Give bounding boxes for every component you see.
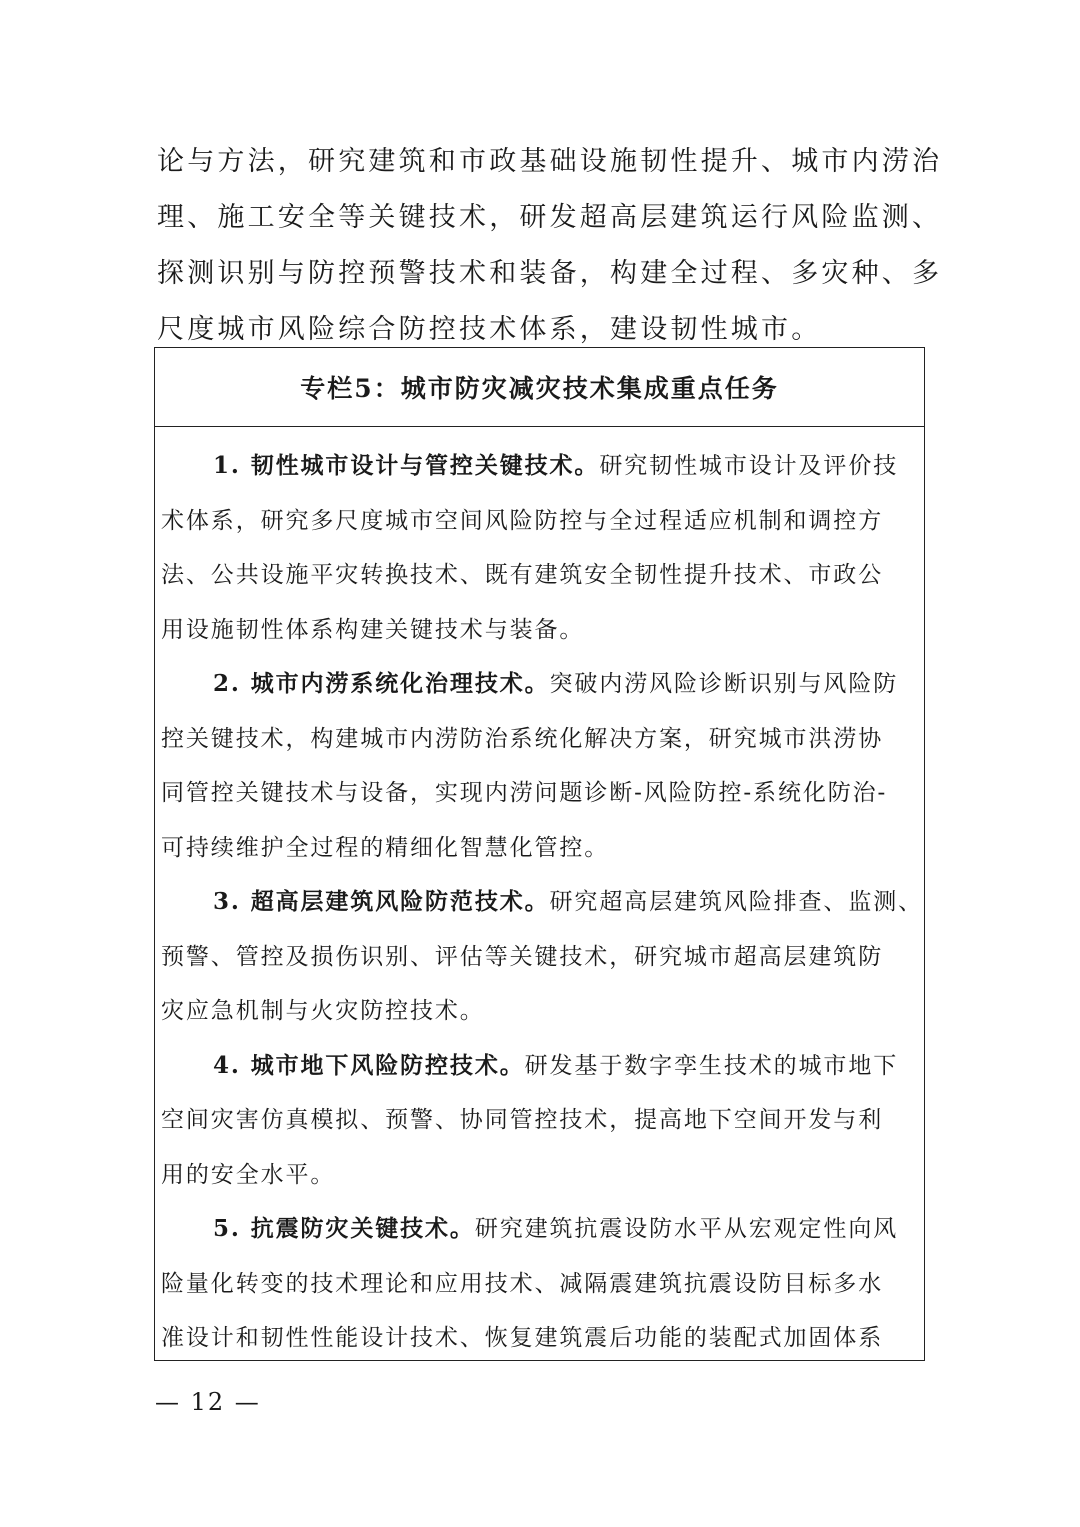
task-heading: 2. 城市内涝系统化治理技术。 — [213, 670, 550, 697]
task-heading: 5. 抗震防灾关键技术。 — [213, 1215, 475, 1242]
task-line: 用设施韧性体系构建关键技术与装备。 — [161, 616, 585, 643]
task-text: 研究韧性城市设计及评价技 — [599, 453, 899, 479]
column-body — [155, 427, 924, 1366]
task-first-line — [161, 439, 918, 494]
task-first-line — [161, 1202, 918, 1257]
task-line: 可持续维护全过程的精细化智慧化管控。 — [161, 834, 610, 861]
task-item — [161, 1039, 918, 1203]
task-line: 用的安全水平。 — [161, 1161, 336, 1188]
task-text: 研究建筑抗震设防水平从宏观定性向风 — [474, 1216, 899, 1242]
column-box — [154, 347, 925, 1361]
task-line: 术体系，研究多尺度城市空间风险防控与全过程适应机制和调控方 — [161, 507, 884, 534]
task-first-line — [161, 657, 918, 712]
task-line: 同管控关键技术与设备，实现内涝问题诊断-风险防控-系统化防治- — [161, 780, 888, 806]
task-first-line — [161, 875, 924, 930]
task-text: 研发基于数字孪生技术的城市地下 — [524, 1052, 899, 1079]
intro-line: 尺度城市风险综合防控技术体系，建设韧性城市。 — [157, 314, 822, 345]
task-heading: 1. 韧性城市设计与管控关键技术。 — [213, 452, 600, 479]
intro-line: 理、施工安全等关键技术，研发超高层建筑运行风险监测、 — [157, 202, 943, 233]
task-line: 法、公共设施平灾转换技术、既有建筑安全韧性提升技术、市政公 — [161, 562, 884, 588]
task-line: 灾应急机制与火灾防控技术。 — [161, 998, 485, 1024]
intro-line: 探测识别与防控预警技术和装备，构建全过程、多灾种、多 — [157, 258, 943, 289]
task-text: 研究超高层建筑风险排查、监测、 — [549, 889, 924, 915]
task-line: 准设计和韧性性能设计技术、恢复建筑震后功能的装配式加固体系 — [161, 1325, 884, 1351]
intro-line: 论与方法，研究建筑和市政基础设施韧性提升、城市内涝治 — [157, 146, 943, 177]
page-number: — 12 — — [155, 1388, 261, 1416]
task-heading: 4. 城市地下风险防控技术。 — [213, 1051, 525, 1079]
task-line: 空间灾害仿真模拟、预警、协同管控技术，提高地下空间开发与利 — [161, 1107, 884, 1133]
task-item — [161, 657, 918, 875]
task-first-line — [161, 1039, 918, 1094]
task-line: 预警、管控及损伤识别、评估等关键技术，研究城市超高层建筑防 — [161, 943, 884, 970]
column-title: 专栏5：城市防灾减灾技术集成重点任务 — [155, 348, 924, 427]
task-line: 险量化转变的技术理论和应用技术、减隔震建筑抗震设防目标多水 — [161, 1270, 884, 1297]
task-item — [161, 1202, 918, 1366]
intro-paragraph — [157, 134, 943, 358]
task-item — [161, 875, 924, 1039]
task-text: 突破内涝风险诊断识别与风险防 — [549, 671, 899, 697]
task-heading: 3. 超高层建筑风险防范技术。 — [213, 888, 550, 915]
task-line: 控关键技术，构建城市内涝防治系统化解决方案，研究城市洪涝协 — [161, 725, 884, 752]
task-item — [161, 439, 918, 657]
